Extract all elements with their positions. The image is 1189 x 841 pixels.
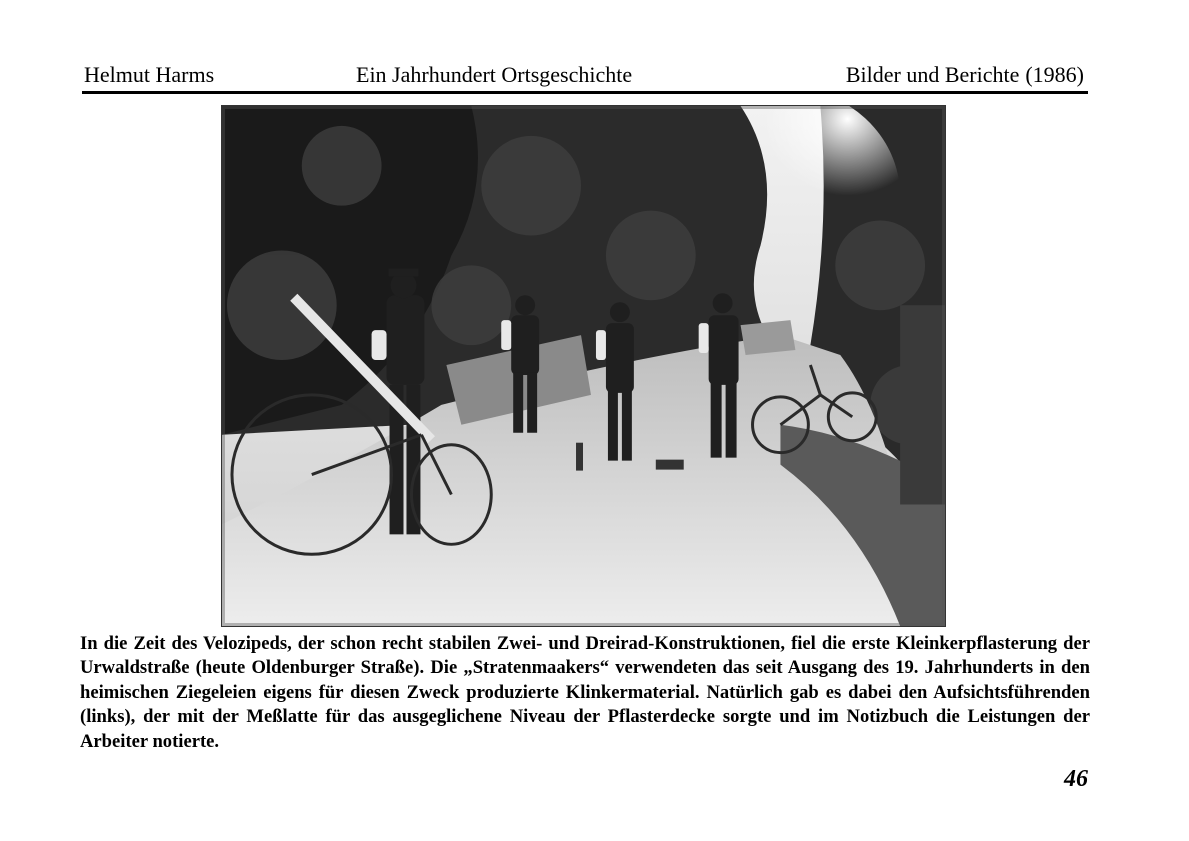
page-header bbox=[82, 60, 1088, 90]
photograph-illustration bbox=[222, 106, 945, 626]
header-title: Ein Jahrhundert Ortsgeschichte bbox=[356, 62, 633, 87]
header-year: (1986) bbox=[1025, 62, 1084, 87]
photo-caption: In die Zeit des Velozipeds, der schon recht stabilen Zwei- und Dreirad-Konstruktionen, fiel die erste Kleinkerpflasterung der Urwaldstraße (heute Oldenburger Straße). Die „Stratenmaakers“ verwendeten das seit Ausgang des 19. Jahrhunderts in den heimischen Ziegeleien eigens für diesen Zweck produzierte Klinkermaterial. Natürlich gab es dabei den Aufsichtsführenden (links), der mit der Meßlatte für das ausgeglichene Niveau der Pflasterdecke sorgte und im Notizbuch die Leistungen der Arbeiter notierte. bbox=[80, 633, 1090, 752]
historic-photograph bbox=[221, 105, 946, 627]
page-number: 46 bbox=[1064, 766, 1088, 792]
header-author: Helmut Harms bbox=[84, 62, 215, 87]
header-series bbox=[846, 60, 1084, 90]
header-rule bbox=[82, 91, 1088, 94]
header-series-text: Bilder und Berichte bbox=[845, 62, 1020, 87]
